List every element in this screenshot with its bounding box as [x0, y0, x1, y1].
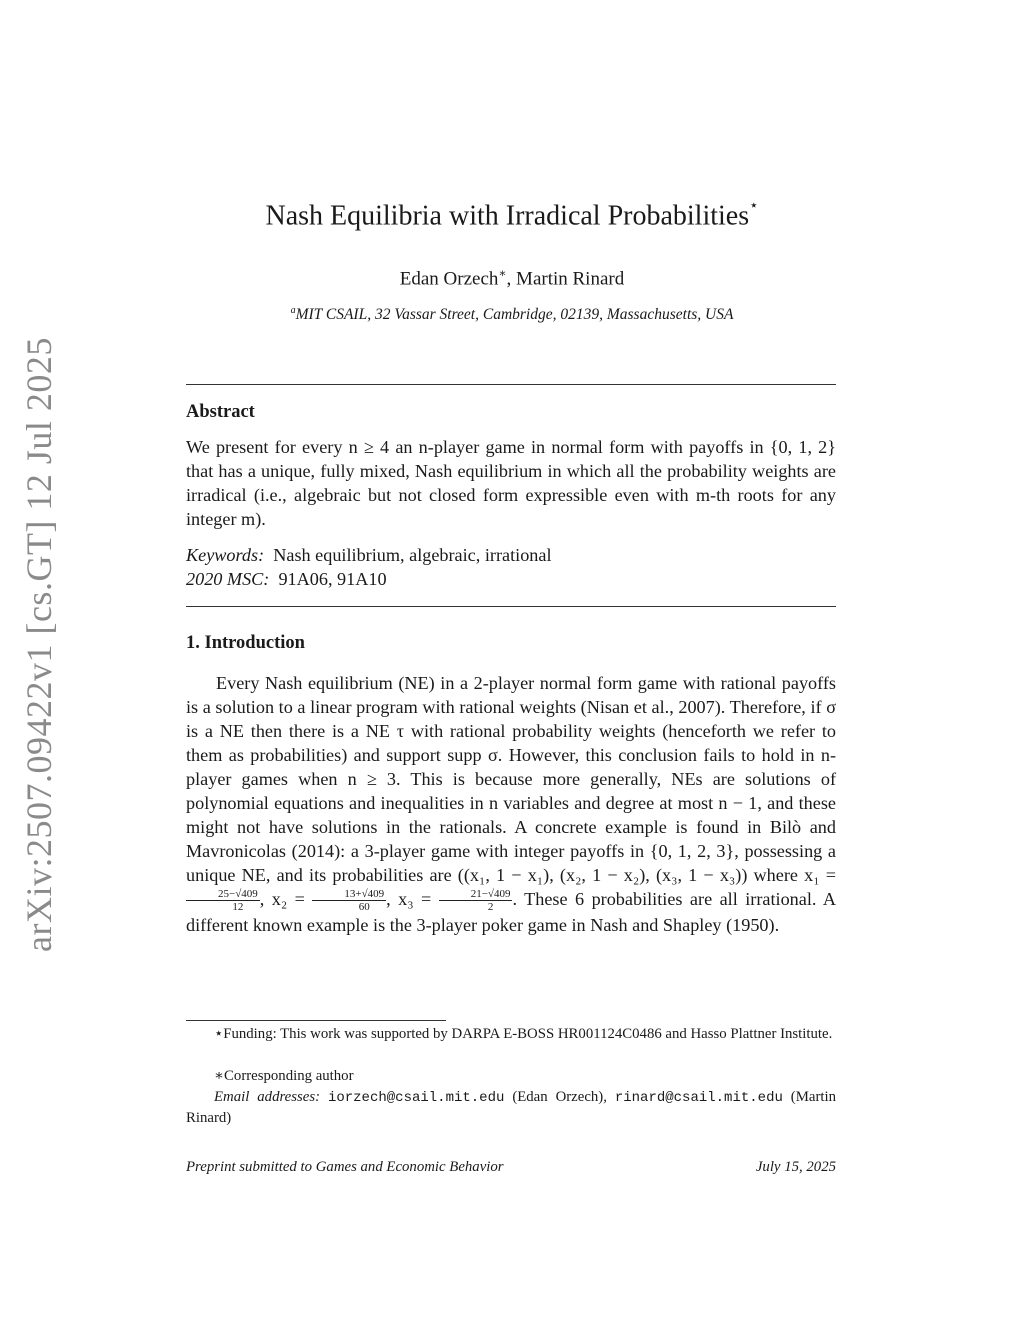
- x2-numerator: 13+√409: [312, 888, 386, 901]
- x2-label: , x₂ =: [259, 889, 305, 909]
- affiliation-text: MIT CSAIL, 32 Vassar Street, Cambridge, 02139, Massachusetts, USA: [295, 306, 734, 324]
- title-footnote-mark: ⋆: [749, 198, 759, 214]
- abstract-heading: Abstract: [186, 402, 255, 422]
- author-separator: ,: [506, 268, 517, 290]
- author-list: [0, 266, 1024, 290]
- msc-line: [186, 567, 836, 591]
- keywords-value: Nash equilibrium, algebraic, irrational: [273, 545, 552, 565]
- x3-denominator: 2: [487, 901, 494, 914]
- msc-value: 91A06, 91A10: [278, 569, 387, 589]
- x3-numerator: 21−√409: [439, 888, 513, 901]
- x1-numerator: 25−√409: [186, 888, 260, 901]
- author-name: Edan Orzech: [399, 268, 499, 290]
- intro-text-end: . These 6 probabilities are all irrational. A different known example is the 3-player poker game in Nash and Shapley (1950).: [186, 889, 837, 936]
- msc-label: 2020 MSC:: [186, 569, 270, 589]
- keywords-line: [186, 543, 836, 567]
- title-text: Nash Equilibria with Irradical Probabilities: [265, 200, 750, 232]
- arxiv-id-text: arXiv:2507.09422v1 [cs.GT] 12 Jul 2025: [19, 337, 59, 952]
- footnote-emails: [186, 1087, 836, 1128]
- bottom-divider: [186, 606, 836, 607]
- email-link[interactable]: rinard@csail.mit.edu: [614, 1090, 783, 1106]
- x1-fraction: [186, 888, 260, 913]
- author-name: Martin Rinard: [516, 268, 625, 290]
- footnote-corresponding: ∗Corresponding author: [214, 1068, 354, 1084]
- keywords-block: [186, 543, 836, 591]
- email-label: Email addresses:: [214, 1089, 321, 1105]
- top-divider: [186, 384, 836, 385]
- x1-label: x₁ =: [804, 865, 837, 885]
- footnote-divider: [186, 1020, 446, 1021]
- x3-fraction: [439, 888, 513, 913]
- x3-label: , x₃ =: [386, 889, 432, 909]
- keywords-label: Keywords:: [186, 545, 265, 565]
- footer-preprint-note: Preprint submitted to Games and Economic Behavior: [186, 1159, 504, 1175]
- affiliation-mark: a: [290, 305, 296, 316]
- footnote-funding: ⋆Funding: This work was supported by DARPA E-BOSS HR001124C0486 and Hasso Plattner Institute.: [214, 1026, 833, 1042]
- paper-title: [0, 200, 1024, 232]
- x2-fraction: [312, 888, 386, 913]
- section-heading-introduction: 1. Introduction: [186, 633, 305, 653]
- email-owner: (Edan Orzech),: [504, 1089, 615, 1105]
- corresponding-mark: ∗: [498, 266, 507, 280]
- abstract-body: We present for every n ≥ 4 an n-player game in normal form with payoffs in {0, 1, 2} that has a unique, fully mixed, Nash equilibrium in which all the probability weights are irradical (i.e., algebraic but not closed form expressible even with m-th roots for any integer m).: [186, 437, 836, 529]
- email-owner: (Martin Rinard): [186, 1089, 836, 1126]
- x2-denominator: 60: [358, 901, 370, 914]
- intro-text: Every Nash equilibrium (NE) in a 2-player normal form game with rational payoffs is a solution to a linear program with rational weights (Nisan et al., 2007). Therefore, if σ is a NE then there is a NE τ with rational probability weights (henceforth we refer to them as probabilities) and support supp σ. However, this conclusion fails to hold in n-player games when n ≥ 3. This is because more generally, NEs are solutions of polynomial equations and inequalities in n variables and degree at most n − 1, and these might not have solutions in the rationals. A concrete example is found in Bilò and Mavronicolas (2014): a 3-player game with integer payoffs in {0, 1, 2, 3}, possessing a unique NE, and its probabilities are ((x₁, 1 − x₁), (x₂, 1 − x₂), (x₃, 1 − x₃)) where: [186, 673, 836, 885]
- footer-date: July 15, 2025: [755, 1159, 836, 1175]
- introduction-paragraph: [186, 671, 836, 937]
- email-link[interactable]: iorzech@csail.mit.edu: [327, 1090, 505, 1106]
- x1-denominator: 12: [232, 901, 244, 914]
- affiliation: [0, 305, 1024, 324]
